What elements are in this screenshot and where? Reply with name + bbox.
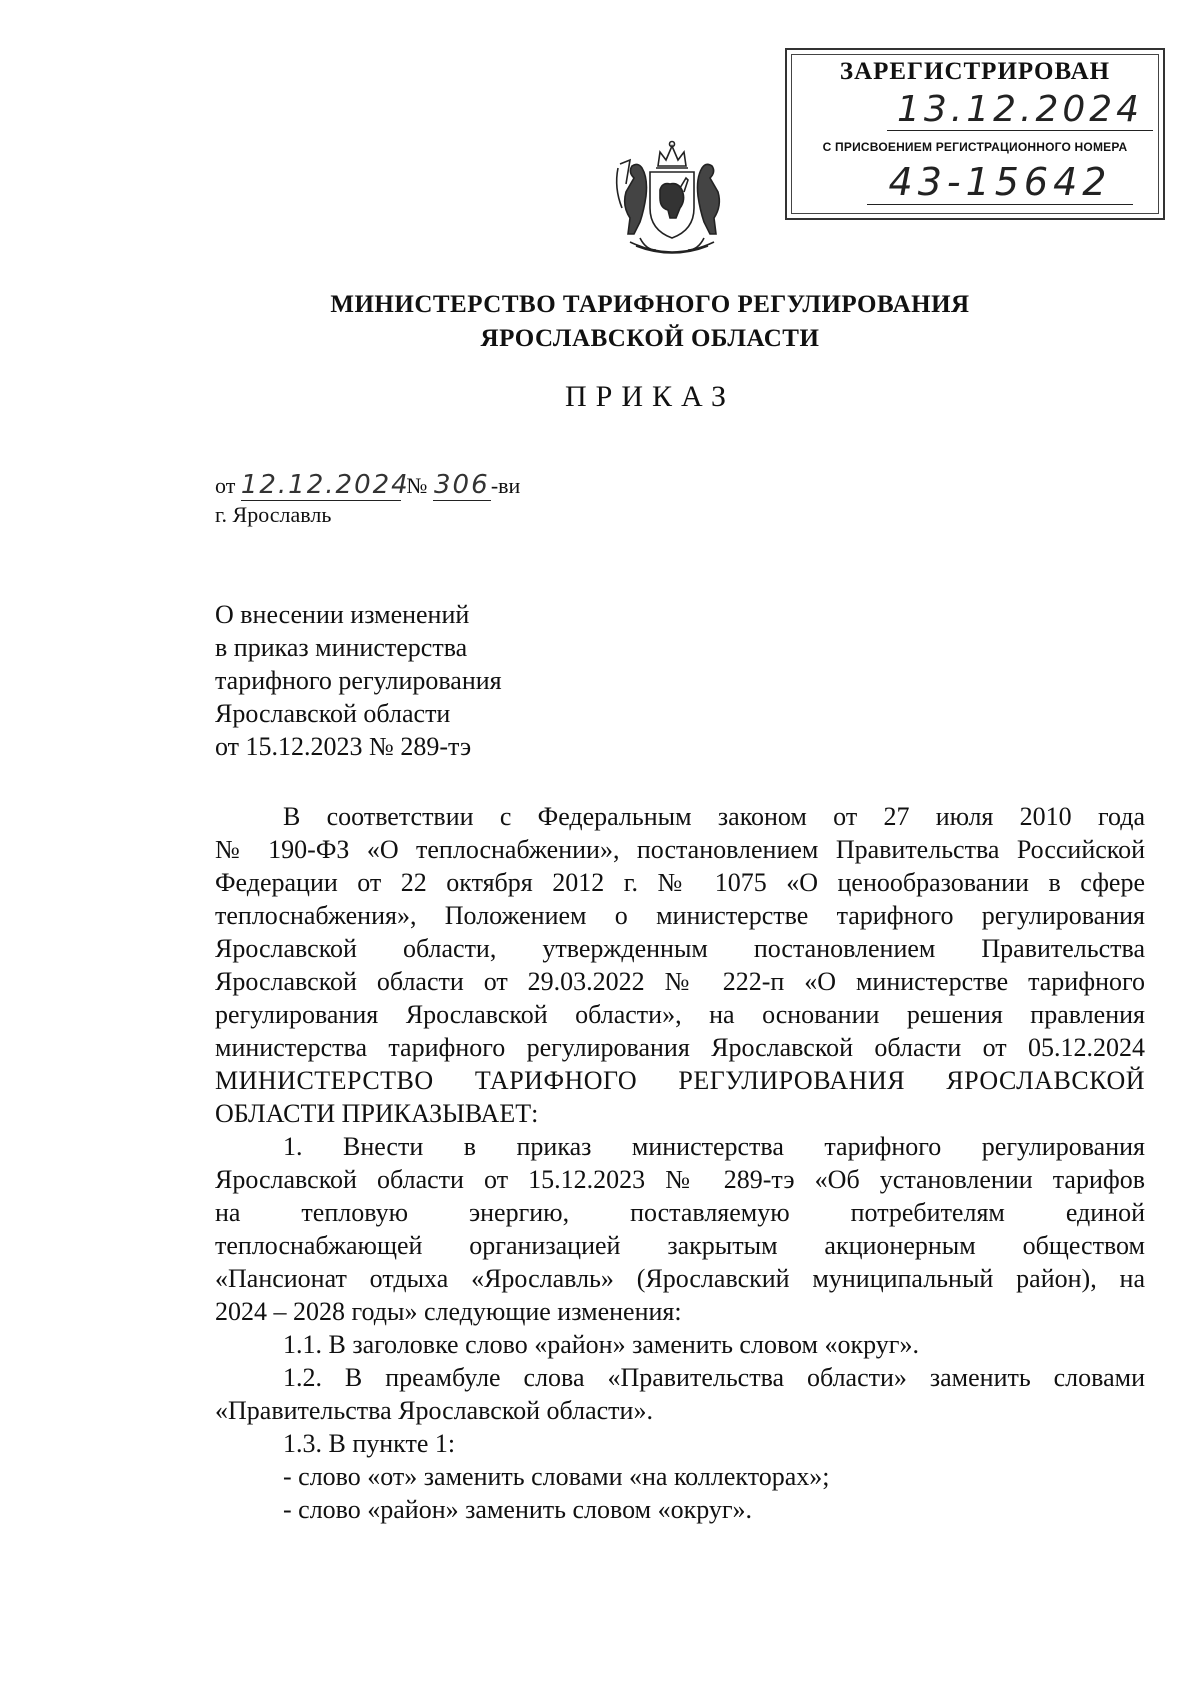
preamble-line: регулирования Ярославской области», на основании решения правления bbox=[215, 1000, 1145, 1029]
preamble-line: министерства тарифного регулирования Ярославской области от 05.12.2024 bbox=[215, 1033, 1145, 1062]
order-number-suffix: -ви bbox=[490, 473, 521, 498]
ministry-line-2: ЯРОСЛАВСКОЙ ОБЛАСТИ bbox=[480, 325, 820, 352]
stamp-handwritten-number: 43-15642 bbox=[867, 160, 1133, 205]
item-1-line: на тепловую энергию, поставляемую потребителям единой bbox=[215, 1198, 1145, 1227]
preamble-line: Ярославской области от 29.03.2022 № 222-п «О министерстве тарифного bbox=[215, 967, 1145, 996]
preamble-line: теплоснабжения», Положением о министерстве тарифного регулирования bbox=[215, 901, 1145, 930]
item-1-2-paragraph bbox=[215, 1361, 1145, 1427]
item-1-line: 2024 – 2028 годы» следующие изменения: bbox=[215, 1297, 682, 1326]
document-type: ПРИКАЗ bbox=[565, 380, 735, 413]
item-1-line: «Пансионат отдыха «Ярославль» (Ярославский муниципальный район), на bbox=[215, 1264, 1145, 1293]
preamble-line: Федерации от 22 октября 2012 г. № 1075 «О ценообразовании в сфере bbox=[215, 868, 1145, 897]
preamble-line: ОБЛАСТИ ПРИКАЗЫВАЕТ: bbox=[215, 1099, 539, 1128]
coat-of-arms-icon bbox=[600, 138, 745, 263]
item-1-line: теплоснабжающей организацией закрытым акционерным обществом bbox=[215, 1231, 1145, 1260]
preamble-line: № 190-ФЗ «О теплоснабжении», постановлением Правительства Российской bbox=[215, 835, 1145, 864]
stamp-handwritten-date: 13.12.2024 bbox=[887, 90, 1153, 131]
item-1-3-heading: 1.3. В пункте 1: bbox=[283, 1429, 456, 1458]
order-date-line bbox=[215, 470, 520, 501]
item-1-3-paragraph bbox=[215, 1427, 1145, 1526]
preamble-line: МИНИСТЕРСТВО ТАРИФНОГО РЕГУЛИРОВАНИЯ ЯРОСЛАВСКОЙ bbox=[215, 1066, 1145, 1095]
item-1-1: 1.1. В заголовке слово «район» заменить словом «округ». bbox=[283, 1330, 919, 1359]
item-1-3-bullet: - слово «от» заменить словами «на коллекторах»; bbox=[283, 1462, 830, 1491]
order-subject bbox=[215, 598, 502, 763]
item-1-2-line: 1.2. В преамбуле слова «Правительства области» заменить словами bbox=[283, 1363, 1145, 1392]
stamp-title: ЗАРЕГИСТРИРОВАН bbox=[839, 58, 1111, 85]
order-date-prefix: от bbox=[215, 473, 236, 498]
order-handwritten-date: 12.12.2024 bbox=[240, 470, 410, 500]
preamble-line: Ярославской области, утвержденным постановлением Правительства bbox=[215, 934, 1145, 963]
order-number-sign: № bbox=[406, 473, 428, 498]
subject-line: О внесении изменений bbox=[215, 600, 470, 629]
stamp-caption: С ПРИСВОЕНИЕМ РЕГИСТРАЦИОННОГО НОМЕРА bbox=[822, 140, 1128, 154]
preamble-line: В соответствии с Федеральным законом от 27 июля 2010 года bbox=[283, 802, 1145, 831]
order-handwritten-number: 306 bbox=[434, 470, 490, 500]
subject-line: от 15.12.2023 № 289-тэ bbox=[215, 732, 472, 761]
ministry-name bbox=[200, 288, 1100, 356]
ministry-line-1: МИНИСТЕРСТВО ТАРИФНОГО РЕГУЛИРОВАНИЯ bbox=[330, 291, 970, 318]
item-1-paragraph bbox=[215, 1130, 1145, 1328]
item-1-2-line: «Правительства Ярославской области». bbox=[215, 1396, 653, 1425]
item-1-3-bullet: - слово «район» заменить словом «округ». bbox=[283, 1495, 753, 1524]
subject-line: тарифного регулирования bbox=[215, 666, 502, 695]
order-city: г. Ярославль bbox=[215, 502, 332, 527]
subject-line: Ярославской области bbox=[215, 699, 451, 728]
preamble-paragraph bbox=[215, 800, 1145, 1130]
item-1-line: Ярославской области от 15.12.2023 № 289-тэ «Об установлении тарифов bbox=[215, 1165, 1145, 1194]
item-1-line: 1. Внести в приказ министерства тарифного регулирования bbox=[283, 1132, 1145, 1161]
registration-stamp bbox=[785, 48, 1165, 220]
subject-line: в приказ министерства bbox=[215, 633, 468, 662]
